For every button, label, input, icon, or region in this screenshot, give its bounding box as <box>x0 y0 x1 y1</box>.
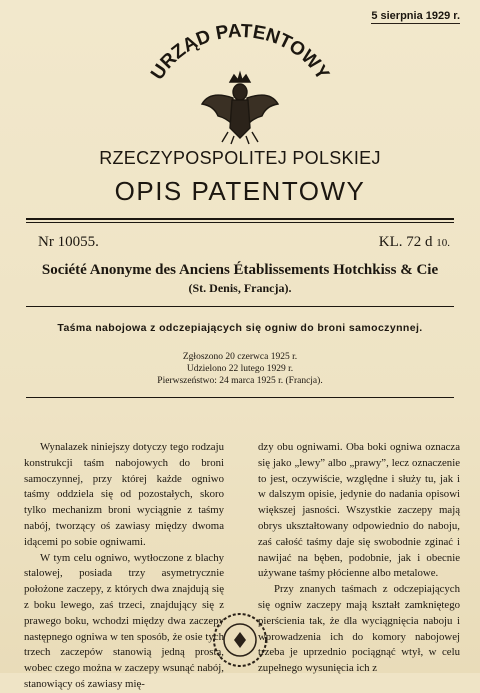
body-paragraph: Przy znanych taśmach z odczepiających się ogniw zaczepy mają kształt zamkniętego pierścienia tak, że dla wyciągnięcia naboju i wprowadzenia ich do komory nabojowej trzeba je uprzednio pociągnąć wtył, w celu zupełnego wysunięcia ich z <box>258 583 460 675</box>
patent-number: Nr 10055. <box>38 234 99 250</box>
patent-class-sub: 10. <box>436 237 450 249</box>
patent-title: Taśma nabojowa z odczepiających się ogniw do broni samoczynnej. <box>57 322 423 334</box>
country-heading: RZECZYPOSPOLITEJ POLSKIEJ <box>99 148 381 168</box>
body-paragraph: Wynalazek niniejszy dotyczy tego rodzaju konstrukcji taśm nabojowych do broni samoczynnej, przy której każde ogniwo taśmy oddziela się od pozostałych, skoro tylko mechanizm broni wyciągnie z taśmy nabój, tworzący oś zawiasy między dwoma idącemi po sobie ogniwami. <box>24 441 224 548</box>
document-title: OPIS PATENTOWY <box>114 176 366 206</box>
divider-middle <box>26 306 454 307</box>
eagle-icon <box>202 73 278 144</box>
publication-date: 5 sierpnia 1929 r. <box>371 10 460 22</box>
granted-date: Udzielono 22 lutego 1929 r. <box>186 364 294 374</box>
patent-class-main: KL. 72 d <box>378 234 433 250</box>
library-stamp <box>210 610 270 670</box>
patent-class <box>379 234 450 251</box>
body-column-right <box>258 440 460 677</box>
patent-dates <box>0 351 480 387</box>
divider-top-thin <box>26 222 454 223</box>
divider-bottom <box>26 397 454 398</box>
divider-top <box>26 218 454 220</box>
applicant-place: (St. Denis, Francja). <box>188 281 292 295</box>
applicant-company: Société Anonyme des Anciens Établissements Hotchkiss & Cie <box>41 262 439 278</box>
body-column-left <box>24 440 224 693</box>
office-arc-text: URZĄD PATENTOWY <box>147 20 333 84</box>
body-paragraph: W tym celu ogniwo, wytłoczone z blachy stalowej, posiada trzy asymetrycznie położone zaczepy, z których dwa znajdują się z boku lewego, zaś trzeci, znajdujący się z prawego boku, wchodzi między dwa zaczepy następnego ogniwa w ten sposób, że osie tych trzech zaczepów stanowią jedną prostą, wobec czego można w zaczepy wsunąć nabój, stanowiący oś zawiasy mię- <box>24 551 224 690</box>
priority-date: Pierwszeństwo: 24 marca 1925 r. (Francja). <box>157 376 323 386</box>
filed-date: Zgłoszono 20 czerwca 1925 r. <box>182 352 298 362</box>
body-paragraph: dzy obu ogniwami. Oba boki ogniwa oznacza się jako „lewy” albo „prawy”, lecz oznaczenie to jest, oczywiście, względne i służy tu, jak i w dalszym opisie, jedynie do nadania opisowi większej jasności. Wszystkie zaczepy mają obrys ukształtowany odpowiednio do naboju, zaś całość taśmy daje się swobodnie zginać i nawijać na bęben, podobnie, jak i obecnie używane taśmy płócienne albo metalowe. <box>258 441 460 580</box>
patent-office-emblem <box>130 20 350 150</box>
